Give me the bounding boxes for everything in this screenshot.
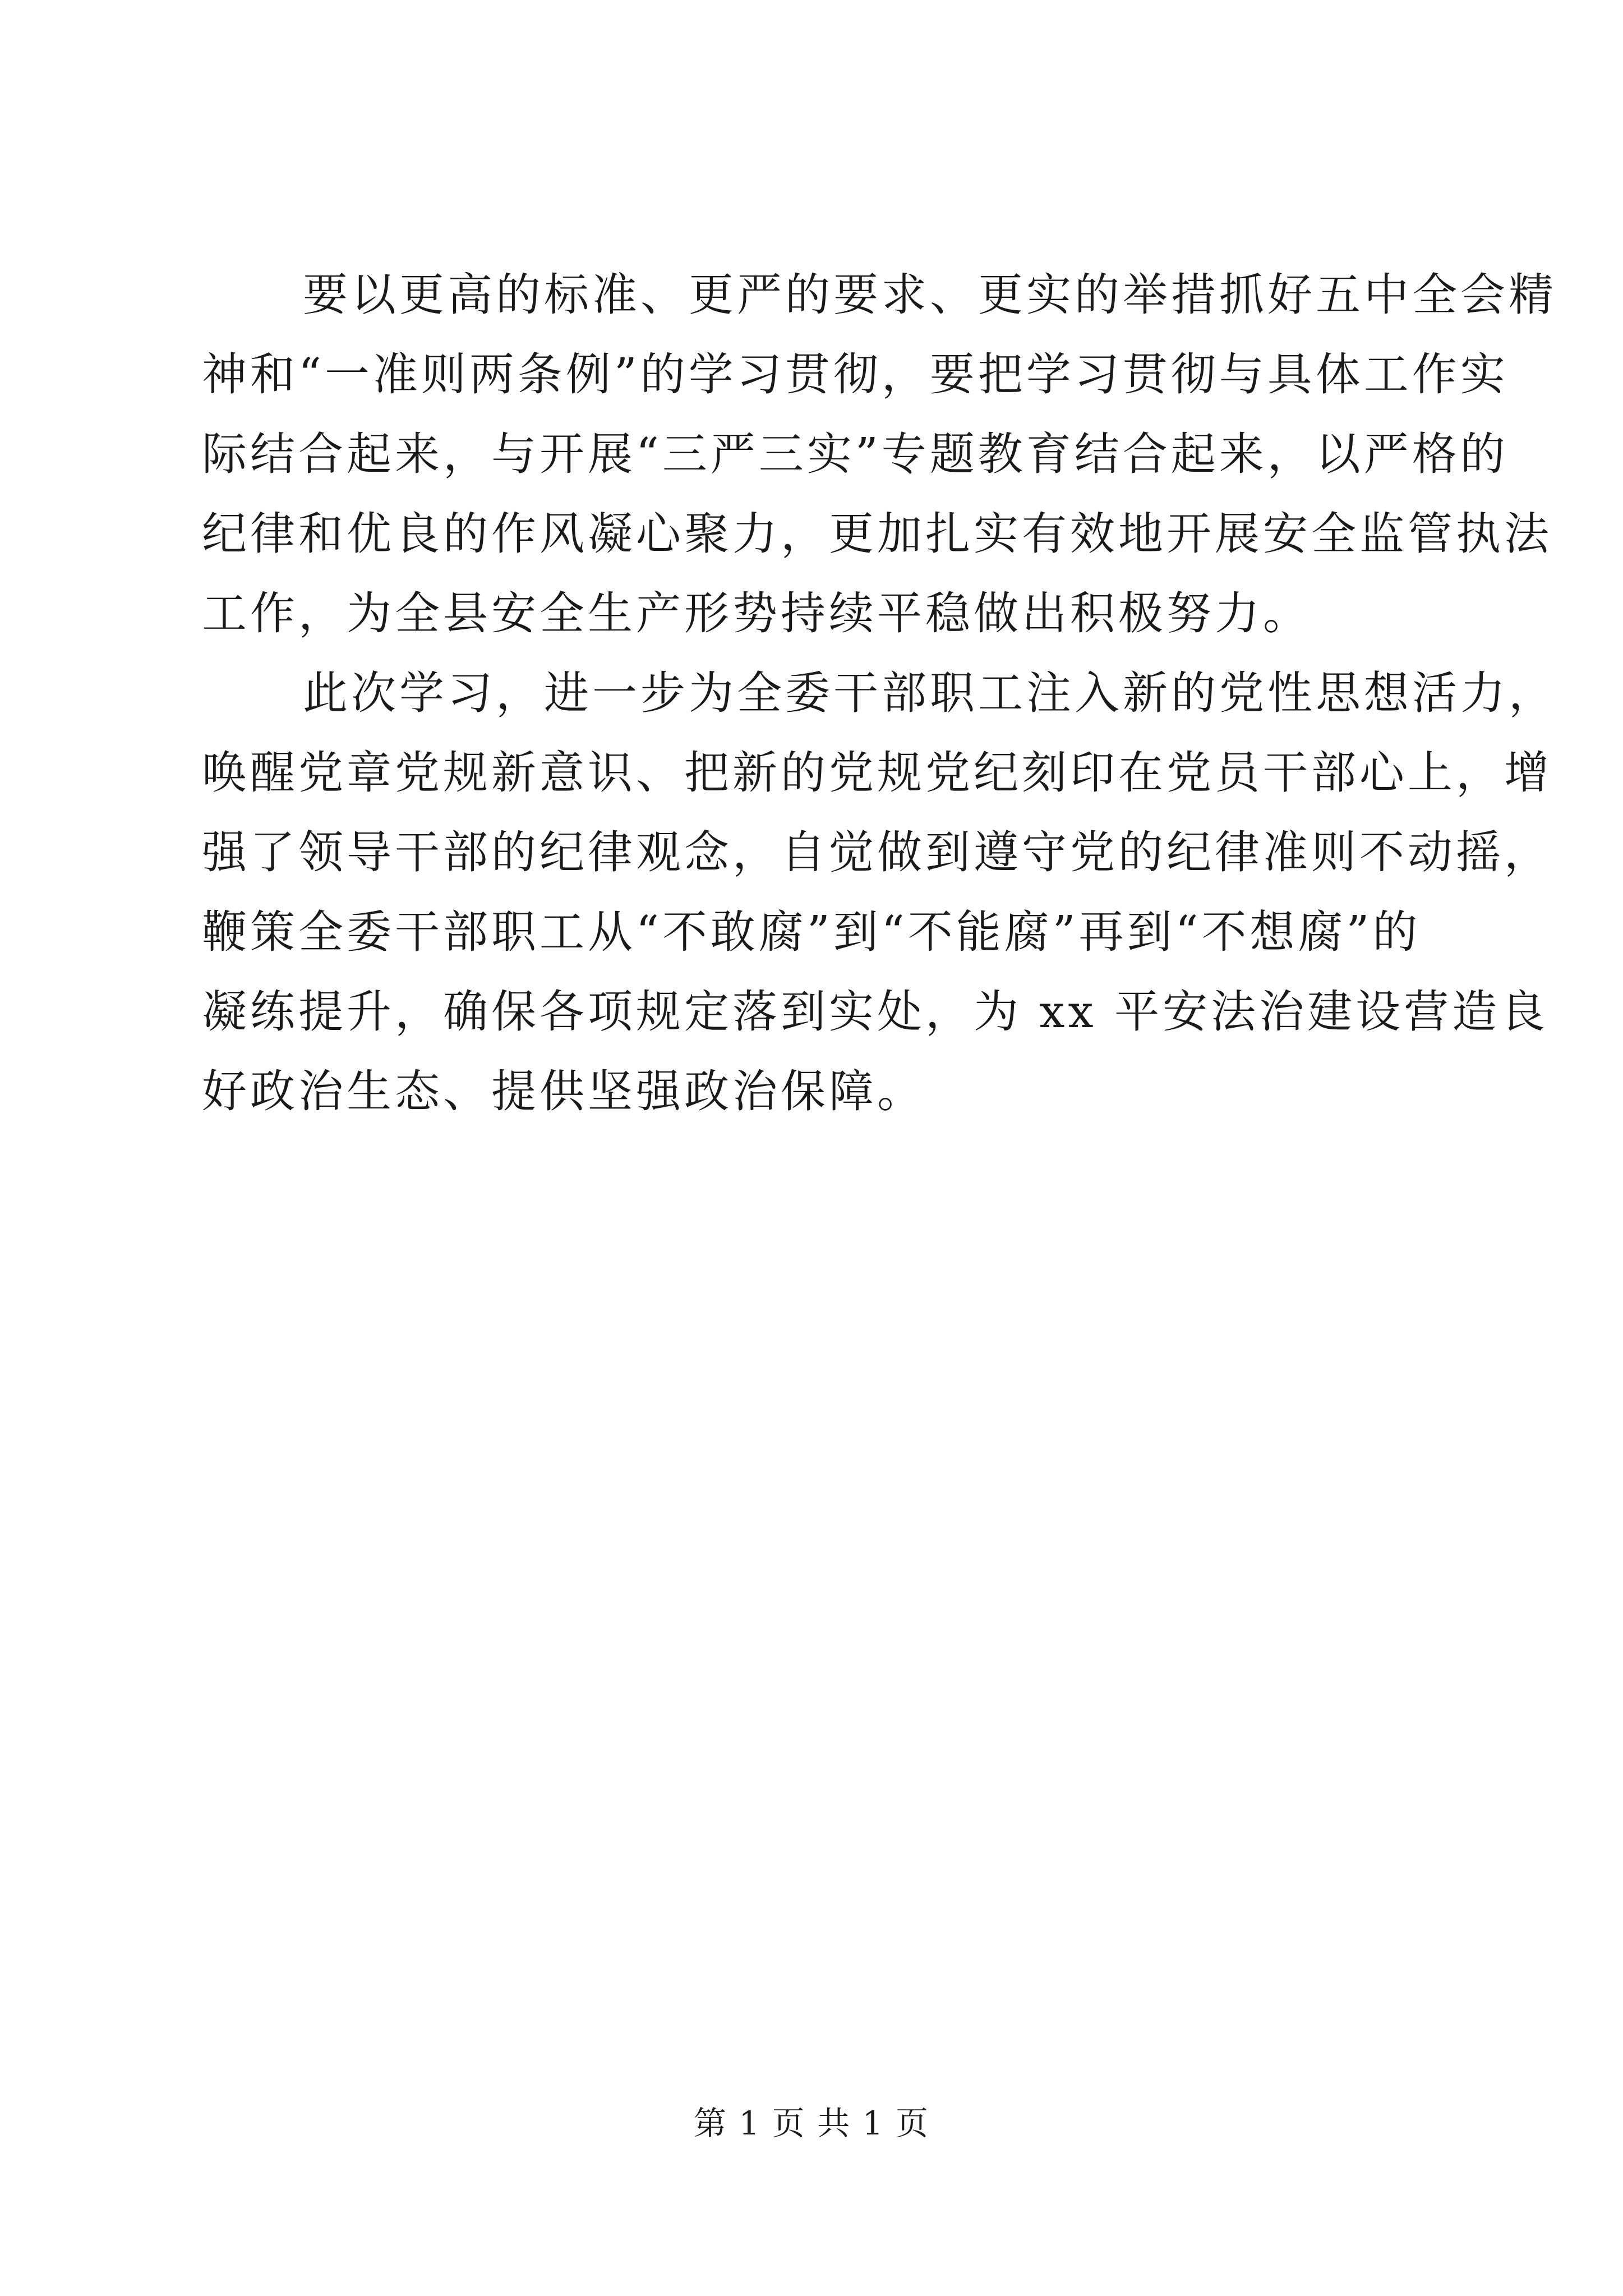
paragraph-line: 强了领导干部的纪律观念，自觉做到遵守党的纪律准则不动摇， [202,826,1552,878]
document-body [202,255,1557,1131]
paragraph-2 [202,654,1557,1131]
paragraph-line: 神和“一准则两条例”的学习贯彻，要把学习贯彻与具体工作实 [202,348,1509,401]
paragraph-line: 唤醒党章党规新意识、把新的党规党纪刻印在党员干部心上，增 [202,747,1552,799]
paragraph-line: 好政治生态、提供坚强政治保障。 [202,1065,925,1117]
paragraph-line: 凝练提升，确保各项规定落到实处，为 xx 平安法治建设营造良 [202,986,1549,1038]
paragraph-1 [202,255,1557,654]
paragraph-line: 纪律和优良的作风凝心聚力，更加扎实有效地开展安全监管执法 [202,508,1552,560]
paragraph-line: 际结合起来，与开展“三严三实”专题教育结合起来，以严格的 [202,428,1509,480]
paragraph-line: 要以更高的标准、更严的要求、更实的举措抓好五中全会精 [303,269,1557,321]
paragraph-line: 鞭策全委干部职工从“不敢腐”到“不能腐”再到“不想腐”的 [202,906,1421,958]
paragraph-line: 此次学习，进一步为全委干部职工注入新的党性思想活力， [303,667,1557,719]
paragraph-line: 工作，为全县安全生产形势持续平稳做出积极努力。 [202,587,1311,639]
page-number-footer: 第 1 页 共 1 页 [694,2104,929,2142]
